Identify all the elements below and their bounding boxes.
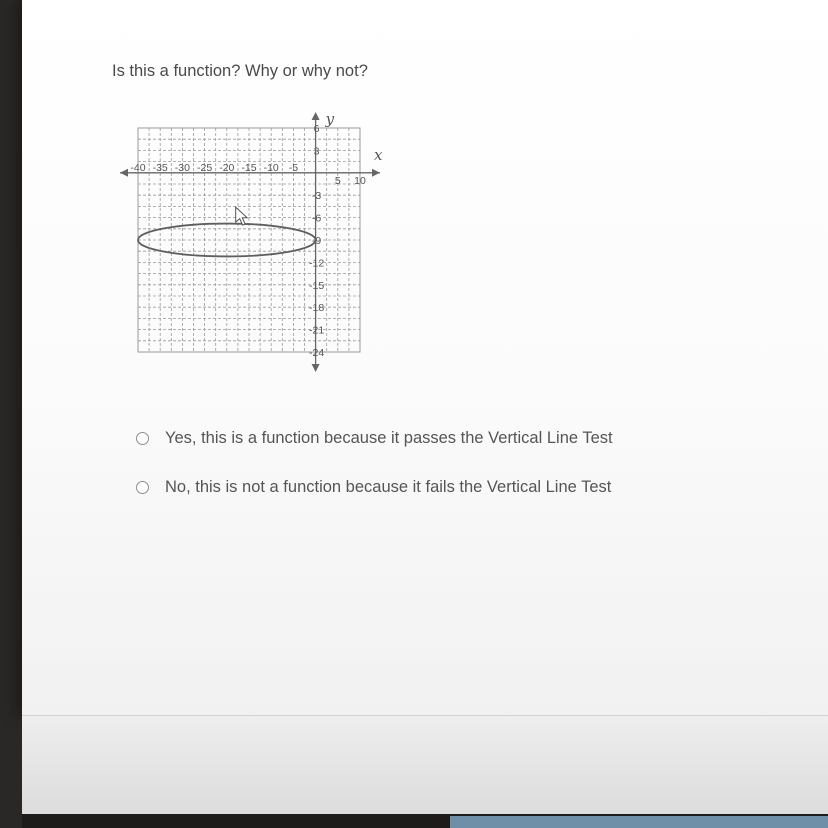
x-tick-label: -30 (174, 161, 190, 174)
x-tick-label: 10 (354, 174, 366, 187)
x-tick-label: -15 (241, 161, 257, 174)
option-no[interactable] (136, 476, 611, 498)
x-tick-label: -10 (263, 161, 279, 174)
x-tick-label: -40 (130, 161, 146, 174)
lower-panel (22, 716, 828, 814)
x-tick-label: 5 (334, 174, 341, 187)
option-yes-label: Yes, this is a function because it passes the Vertical Line Test (165, 428, 613, 447)
y-axis-arrow-up-icon (312, 112, 320, 120)
graph-axes (120, 112, 380, 372)
x-tick-label: -20 (219, 161, 235, 174)
coordinate-graph (112, 108, 392, 383)
x-tick-label: -5 (288, 161, 299, 174)
option-no-label: No, this is not a function because it fails the Vertical Line Test (165, 477, 612, 496)
question-text: Is this a function? Why or why not? (112, 62, 368, 80)
x-tick-label: -25 (197, 161, 213, 174)
y-tick-label: 3 (313, 145, 320, 158)
graph-tick-labels (130, 123, 366, 359)
y-tick-label: -12 (309, 257, 325, 270)
x-axis-arrow-left-icon (120, 169, 128, 177)
option-yes[interactable] (136, 427, 613, 449)
y-axis-arrow-down-icon (312, 364, 320, 372)
mouse-cursor-icon (236, 207, 248, 225)
taskbar-button[interactable] (450, 816, 828, 828)
x-axis-label: x (374, 145, 383, 164)
y-tick-label: -6 (311, 212, 322, 225)
y-tick-label: -18 (309, 302, 325, 315)
y-tick-label: -24 (309, 347, 325, 359)
y-axis-label: y (325, 110, 335, 128)
y-tick-label: -3 (311, 190, 322, 203)
y-tick-label: -9 (311, 235, 322, 247)
x-tick-label: -35 (152, 161, 168, 174)
option-yes-radio[interactable] (136, 432, 149, 445)
x-axis-arrow-right-icon (372, 169, 380, 177)
option-no-radio[interactable] (136, 481, 149, 494)
y-tick-label: 6 (313, 123, 320, 135)
y-tick-label: -21 (309, 324, 325, 337)
y-tick-label: -15 (309, 279, 325, 292)
